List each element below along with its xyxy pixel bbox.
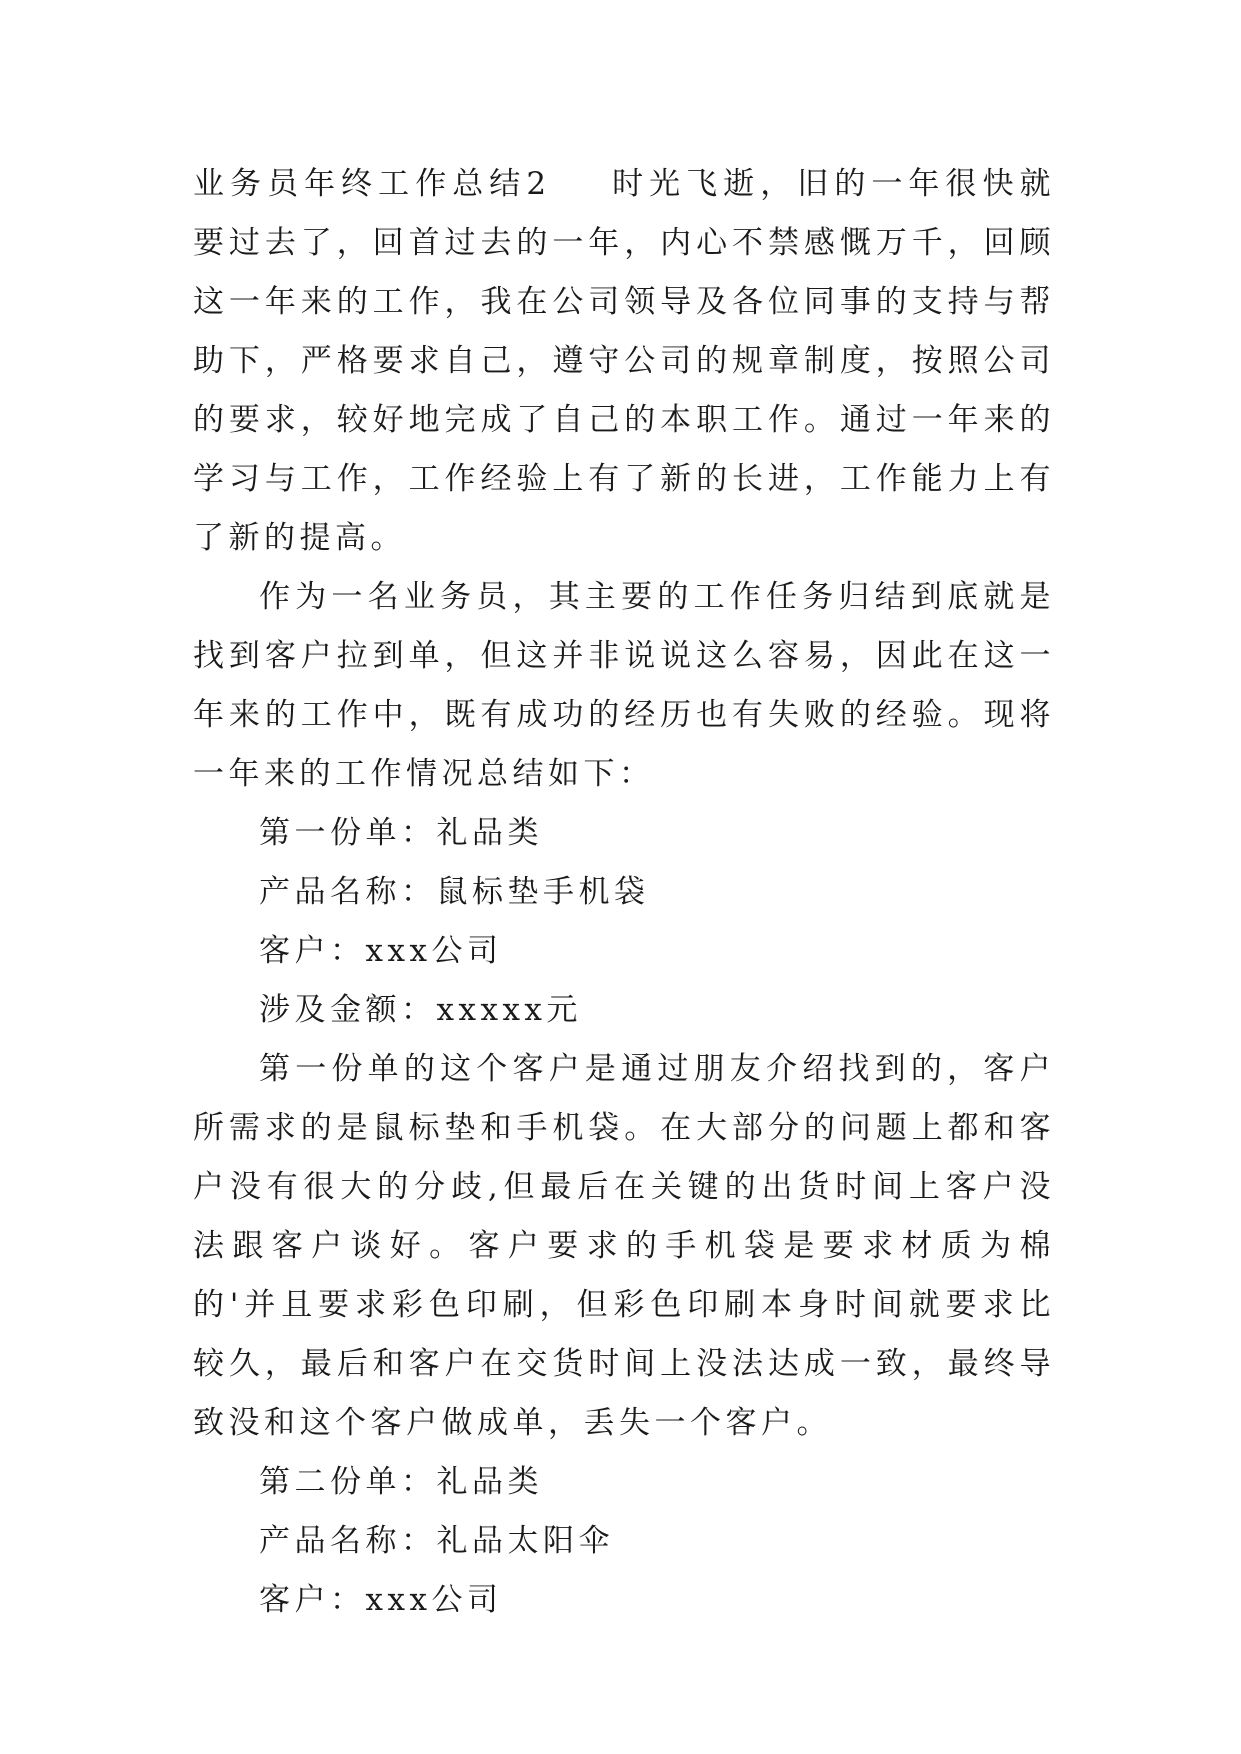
order-client: 客户：xxx公司 [259,1582,503,1618]
order-title: 第二份单：礼品类 [259,1464,543,1500]
order-product: 产品名称：鼠标垫手机袋 [259,874,650,910]
document-body [193,155,1055,1630]
paragraph: 第一份单的这个客户是通过朋友介绍找到的，客户所需求的是鼠标垫和手机袋。在大部分的问题上都和客户没有很大的分歧,但最后在关键的出货时间上客户没法跟客户谈好。客户要求的手机袋是要求材质为棉的'并且要求彩色印刷，但彩色印刷本身时间就要求比较久，最后和客户在交货时间上没法达成一致，最终导致没和这个客户做成单，丢失一个客户。 [193,1051,1055,1441]
paragraph-text: 时光飞逝，旧的一年很快就要过去了，回首过去的一年，内心不禁感慨万千，回顾这一年来的工作，我在公司领导及各位同事的支持与帮助下，严格要求自己，遵守公司的规章制度，按照公司的要求，较好地完成了自己的本职工作。通过一年来的学习与工作，工作经验上有了新的长进，工作能力上有了新的提高。 [193,166,1055,556]
paragraph: 作为一名业务员，其主要的工作任务归结到底就是找到客户拉到单，但这并非说说这么容易，因此在这一年来的工作中，既有成功的经历也有失败的经验。现将一年来的工作情况总结如下： [193,579,1055,792]
intro-paragraph [193,155,1055,568]
order-product: 产品名称：礼品太阳伞 [259,1523,614,1559]
order-amount: 涉及金额：xxxxx元 [259,992,582,1028]
order-title: 第一份单：礼品类 [259,815,543,851]
order-client: 客户：xxx公司 [259,933,503,969]
document-heading: 业务员年终工作总结2 [193,166,551,202]
